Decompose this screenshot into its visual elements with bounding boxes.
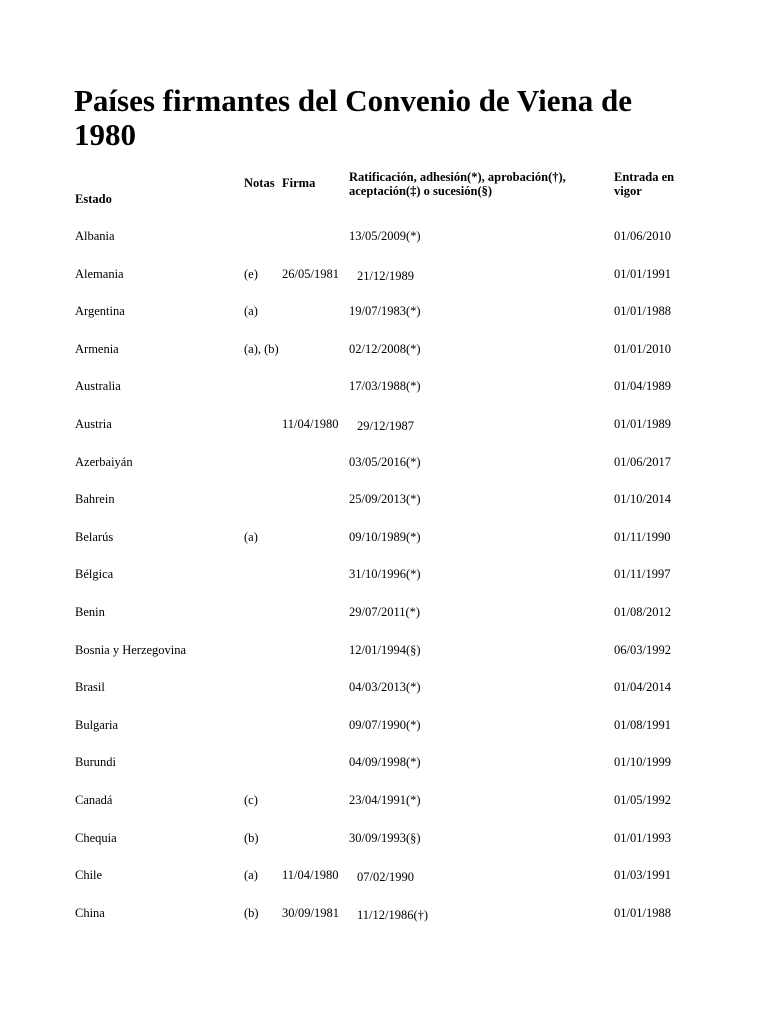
cell-entrada-en-vigor: 01/11/1997: [614, 567, 671, 581]
cell-estado: Bahrein: [75, 492, 115, 506]
cell-entrada-en-vigor: 01/10/1999: [614, 755, 671, 769]
column-header-ratificacion: Ratificación, adhesión(*), aprobación(†), aceptación(‡) o sucesión(§): [349, 170, 566, 198]
table-row: [0, 831, 768, 851]
cell-entrada-en-vigor: 01/11/1990: [614, 530, 671, 544]
cell-estado: Burundi: [75, 755, 116, 769]
cell-estado: Bélgica: [75, 567, 114, 581]
cell-entrada-en-vigor: 01/04/1989: [614, 379, 671, 393]
cell-notas: (a), (b): [244, 342, 279, 356]
table-row: [0, 567, 768, 587]
table-row: [0, 342, 768, 362]
table-row: [0, 379, 768, 399]
cell-ratificacion: 17/03/1988(*): [349, 379, 421, 393]
table-row: [0, 267, 768, 287]
cell-ratificacion: 31/10/1996(*): [349, 567, 421, 581]
cell-firma: 30/09/1981: [282, 906, 339, 920]
cell-estado: China: [75, 906, 105, 920]
cell-entrada-en-vigor: 06/03/1992: [614, 643, 671, 657]
table-row: [0, 718, 768, 738]
cell-estado: Bosnia y Herzegovina: [75, 643, 187, 657]
column-header-estado: Estado: [75, 192, 112, 206]
cell-notas: (b): [244, 906, 259, 920]
table-row: [0, 229, 768, 249]
cell-entrada-en-vigor: 01/05/1992: [614, 793, 671, 807]
cell-estado: Bulgaria: [75, 718, 119, 732]
table-row: [0, 755, 768, 775]
column-header-entrada: Entrada en vigor: [614, 170, 675, 198]
table-row: [0, 530, 768, 550]
cell-ratificacion: 13/05/2009(*): [349, 229, 421, 243]
cell-estado: Armenia: [75, 342, 119, 356]
cell-entrada-en-vigor: 01/08/2012: [614, 605, 671, 619]
cell-ratificacion: 09/07/1990(*): [349, 718, 421, 732]
cell-ratificacion: 29/12/1987: [357, 419, 414, 433]
table-row: [0, 605, 768, 625]
cell-ratificacion: 04/09/1998(*): [349, 755, 421, 769]
table-row: [0, 304, 768, 324]
cell-entrada-en-vigor: 01/10/2014: [614, 492, 671, 506]
cell-estado: Chequia: [75, 831, 117, 845]
cell-estado: Belarús: [75, 530, 114, 544]
cell-estado: Benin: [75, 605, 105, 619]
cell-entrada-en-vigor: 01/08/1991: [614, 718, 671, 732]
cell-ratificacion: 03/05/2016(*): [349, 455, 421, 469]
table-row: [0, 680, 768, 700]
cell-estado: Brasil: [75, 680, 105, 694]
column-header-notas: Notas: [244, 176, 275, 190]
cell-estado: Australia: [75, 379, 121, 393]
cell-entrada-en-vigor: 01/01/1988: [614, 906, 671, 920]
table-row: [0, 868, 768, 888]
table-row: [0, 793, 768, 813]
cell-ratificacion: 23/04/1991(*): [349, 793, 421, 807]
table-row: [0, 643, 768, 663]
cell-ratificacion: 12/01/1994(§): [349, 643, 421, 657]
cell-notas: (a): [244, 530, 258, 544]
cell-estado: Chile: [75, 868, 103, 882]
cell-entrada-en-vigor: 01/03/1991: [614, 868, 671, 882]
cell-notas: (a): [244, 304, 258, 318]
cell-estado: Argentina: [75, 304, 125, 318]
cell-entrada-en-vigor: 01/01/1989: [614, 417, 671, 431]
cell-entrada-en-vigor: 01/06/2017: [614, 455, 671, 469]
cell-ratificacion: 07/02/1990: [357, 870, 414, 884]
cell-ratificacion: 19/07/1983(*): [349, 304, 421, 318]
cell-estado: Albania: [75, 229, 115, 243]
cell-notas: (c): [244, 793, 258, 807]
cell-entrada-en-vigor: 01/01/1993: [614, 831, 671, 845]
cell-ratificacion: 09/10/1989(*): [349, 530, 421, 544]
cell-ratificacion: 04/03/2013(*): [349, 680, 421, 694]
cell-firma: 11/04/1980: [282, 868, 339, 882]
cell-notas: (a): [244, 868, 258, 882]
cell-ratificacion: 30/09/1993(§): [349, 831, 421, 845]
cell-entrada-en-vigor: 01/06/2010: [614, 229, 671, 243]
table-row: [0, 906, 768, 926]
cell-notas: (b): [244, 831, 259, 845]
cell-entrada-en-vigor: 01/04/2014: [614, 680, 671, 694]
column-header-firma: Firma: [282, 176, 316, 190]
cell-ratificacion: 25/09/2013(*): [349, 492, 421, 506]
cell-estado: Canadá: [75, 793, 113, 807]
cell-estado: Austria: [75, 417, 112, 431]
cell-ratificacion: 21/12/1989: [357, 269, 414, 283]
cell-notas: (e): [244, 267, 258, 281]
table-row: [0, 492, 768, 512]
table-row: [0, 455, 768, 475]
cell-estado: Alemania: [75, 267, 124, 281]
cell-entrada-en-vigor: 01/01/2010: [614, 342, 671, 356]
cell-entrada-en-vigor: 01/01/1991: [614, 267, 671, 281]
table-row: [0, 417, 768, 437]
cell-entrada-en-vigor: 01/01/1988: [614, 304, 671, 318]
page-title: Países firmantes del Convenio de Viena de 1980: [74, 83, 632, 152]
cell-firma: 26/05/1981: [282, 267, 339, 281]
cell-ratificacion: 11/12/1986(†): [357, 908, 429, 922]
cell-ratificacion: 29/07/2011(*): [349, 605, 421, 619]
cell-estado: Azerbaiyán: [75, 455, 133, 469]
cell-firma: 11/04/1980: [282, 417, 339, 431]
cell-ratificacion: 02/12/2008(*): [349, 342, 421, 356]
